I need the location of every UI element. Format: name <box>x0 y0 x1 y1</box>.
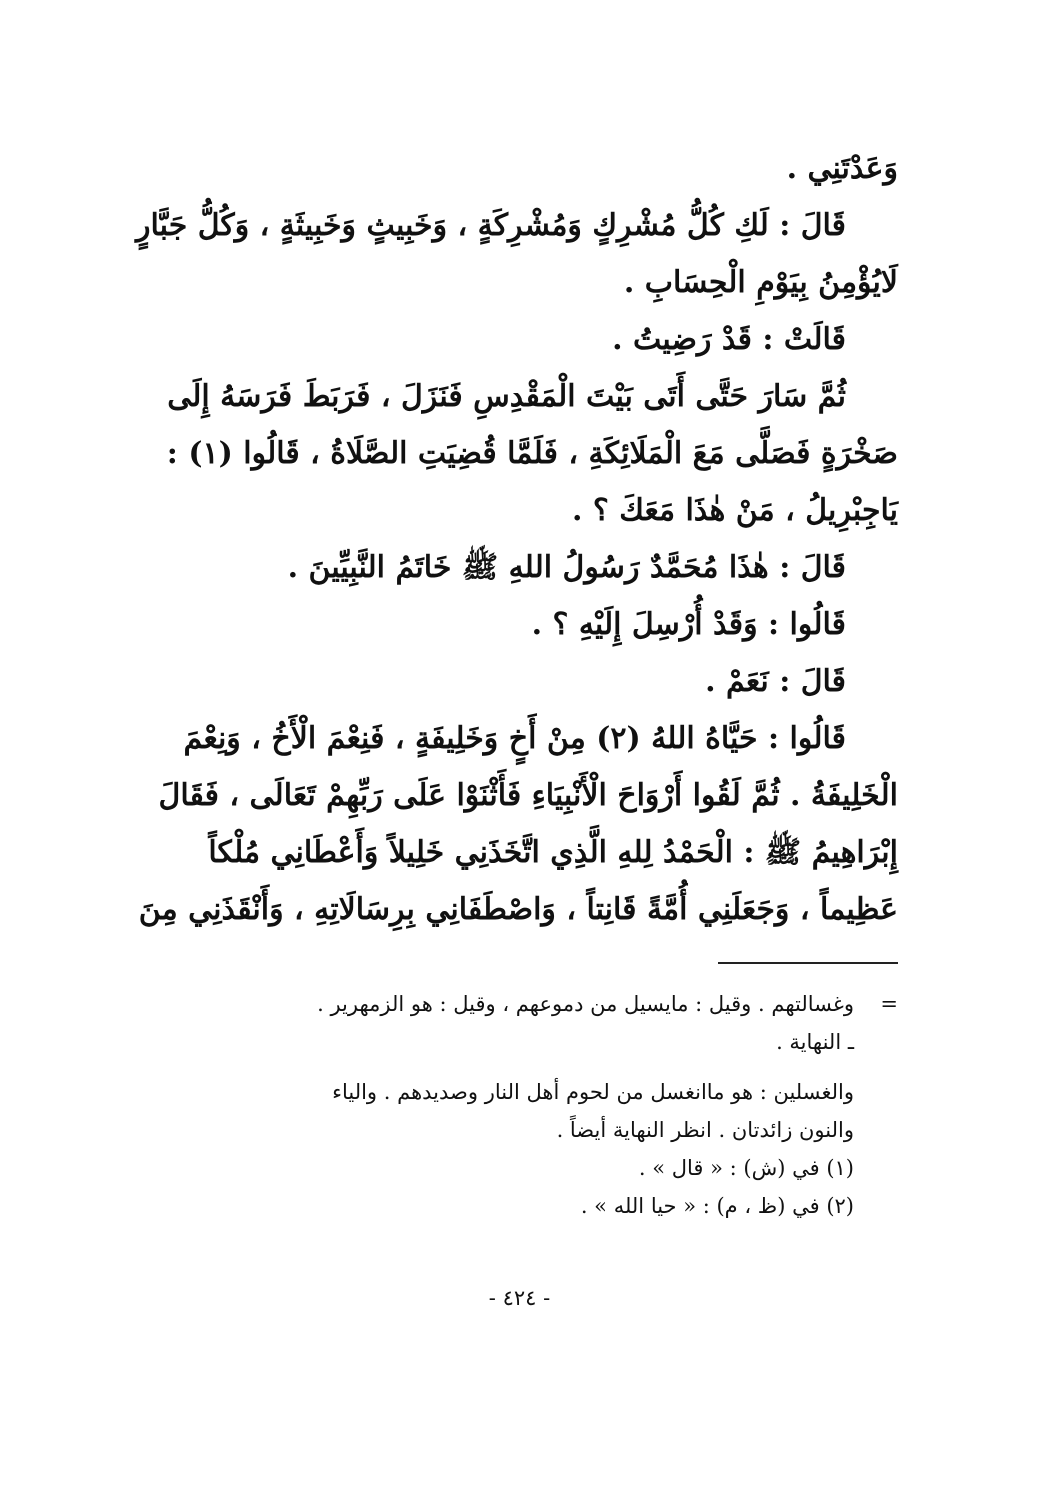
footnotes <box>212 985 898 1225</box>
text-line: قَالَتْ : قَدْ رَضِيتُ . <box>612 322 846 357</box>
text-line: الْخَلِيفَةُ . ثُمَّ لَقُوا أَرْوَاحَ الْأَنْبِيَاءِ فَأَثْنَوْا عَلَى رَبِّهِمْ تَعَالَى ، فَقَالَ <box>158 778 898 813</box>
footnote-divider <box>718 962 898 964</box>
footnote-continuation <box>212 985 898 1023</box>
text-line: قَالَ : هٰذَا مُحَمَّدٌ رَسُولُ اللهِ ﷺ خَاتَمُ النَّبِيِّينَ . <box>287 550 846 585</box>
text-line: قَالَ : نَعَمْ . <box>705 664 846 699</box>
text-line: لَايُؤْمِنُ بِيَوْمِ الْحِسَابِ . <box>623 265 898 300</box>
footnote-text: والنون زائدتان . انظر النهاية أيضاً . <box>556 1118 854 1142</box>
footnote-2: (٢) في (ظ ، م) : « حيا الله » . <box>580 1194 854 1218</box>
footnote-1: (١) في (ش) : « قال » . <box>638 1156 854 1180</box>
text-line: يَاجِبْرِيلُ ، مَنْ هٰذَا مَعَكَ ؟ . <box>571 493 898 528</box>
footnote-text: وغسالتهم . وقيل : مايسيل من دموعهم ، وقيل : هو الزمهرير . <box>317 992 854 1016</box>
text-line: قَالَ : لَكِ كُلُّ مُشْرِكٍ وَمُشْرِكَةٍ ، وَخَبِيثٍ وَخَبِيثَةٍ ، وَكُلُّ جَبَّارٍ <box>136 208 846 243</box>
text-line: صَخْرَةٍ فَصَلَّى مَعَ الْمَلَائِكَةِ ، فَلَمَّا قُضِيَتِ الصَّلَاةُ ، قَالُوا (١) : <box>166 436 898 471</box>
text-line: قَالُوا : حَيَّاهُ اللهُ (٢) مِنْ أَخٍ وَخَلِيفَةٍ ، فَنِعْمَ الْأَخُ ، وَنِعْمَ <box>183 721 846 756</box>
text-line: وَعَدْتَنِي . <box>786 151 898 186</box>
main-text <box>136 140 898 938</box>
text-line: إِبْرَاهِيمُ ﷺ : الْحَمْدُ لِلهِ الَّذِي اتَّخَذَنِي خَلِيلاً وَأَعْطَانِي مُلْكاً <box>208 835 898 870</box>
text-line: عَظِيماً ، وَجَعَلَنِي أُمَّةً قَانِتاً ، وَاصْطَفَانِي بِرِسَالَاتِهِ ، وَأَنْقَذَنِي مِنَ <box>138 892 898 927</box>
footnote-text: والغسلين : هو ماانغسل من لحوم أهل النار وصديدهم . والياء <box>332 1080 854 1104</box>
page-number: - ٤٢٤ - <box>488 1286 551 1310</box>
text-line: قَالُوا : وَقَدْ أُرْسِلَ إِلَيْهِ ؟ . <box>531 607 846 642</box>
continuation-marker: = <box>880 992 898 1016</box>
footnote-text: ـ النهاية . <box>776 1030 854 1054</box>
text-line: ثُمَّ سَارَ حَتَّى أَتَى بَيْتَ الْمَقْدِسِ فَنَزَلَ ، فَرَبَطَ فَرَسَهُ إِلَى <box>167 379 846 414</box>
